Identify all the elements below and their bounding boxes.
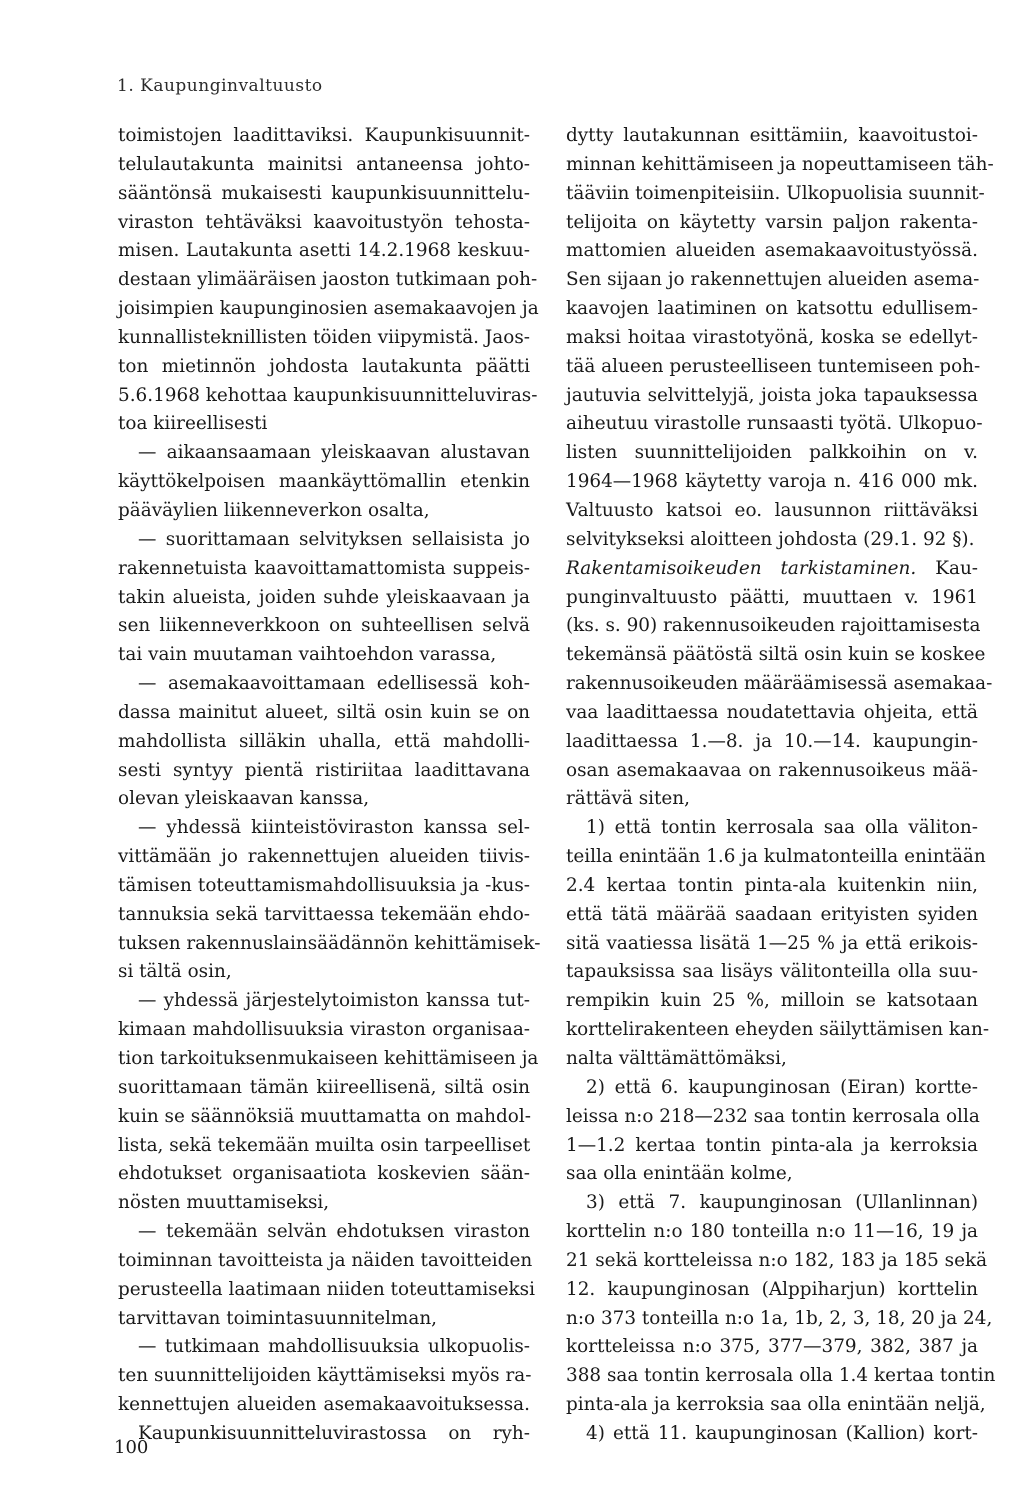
left-column-text-line: tion tarkoituksenmukaiseen kehittämiseen ja: [118, 1048, 539, 1069]
right-column-text-line: korttelirakenteen eheyden säilyttämisen kan-: [566, 1019, 990, 1041]
right-column-text-line: Rakentamisoikeuden tarkistaminen. Kau-: [566, 557, 979, 579]
right-column-text-line: selvitykseksi aloitteen johdosta (29.1. 92 §).: [566, 528, 975, 550]
left-column-text-line: suorittamaan tämän kiireellisenä, siltä osin: [118, 1076, 530, 1098]
right-column-text-line: rempikin kuin 25 %, milloin se katsotaan: [566, 990, 978, 1012]
right-column-text-line: laadittaessa 1.—8. ja 10.—14. kaupungin-: [566, 730, 978, 752]
left-column-text-line: toa kiireellisesti: [118, 413, 268, 435]
left-column-text-line: pääväylien liikenneverkon osalta,: [118, 499, 430, 521]
right-column-text-line: pinta-ala ja kerroksia saa olla enintään neljä,: [566, 1394, 986, 1416]
right-column-text-line: listen suunnittelijoiden palkkoihin on v.: [566, 442, 978, 464]
left-column-text-line: olevan yleiskaavan kanssa,: [118, 788, 370, 810]
right-column-text-line: n:o 373 tonteilla n:o 1a, 1b, 2, 3, 18, 20 ja 24,: [566, 1307, 993, 1329]
right-column-text-line: sitä vaatiessa lisätä 1—25 % ja että erikois-: [566, 932, 978, 954]
left-column-text-line: sesti syntyy pientä ristiriitaa laadittavana: [118, 759, 530, 781]
left-column-text-line: lista, sekä tekemään muilta osin tarpeelliset: [118, 1134, 531, 1156]
right-column-text-line: teilla enintään 1.6 ja kulmatonteilla enintään: [566, 846, 986, 868]
right-column: [566, 122, 996, 1449]
right-column-text-line: 1—1.2 kertaa tontin pinta-ala ja kerroksia: [566, 1134, 978, 1156]
left-column-text-line: — yhdessä kiinteistöviraston kanssa sel-: [138, 817, 530, 839]
left-column-text-line: tarvittavan toimintasuunnitelman,: [118, 1307, 438, 1329]
left-column-text-line: ten suunnittelijoiden käyttämiseksi myös ra-: [118, 1365, 532, 1387]
left-column-text-line: — aikaansaamaan yleiskaavan alustavan: [138, 442, 530, 464]
left-column-text-line: käyttökelpoisen maankäyttömallin etenkin: [118, 471, 530, 493]
right-column-text-line: 2.4 kertaa tontin pinta-ala kuitenkin niin,: [566, 874, 978, 896]
right-column-text-line: osan asemakaavaa on rakennusoikeus mää-: [566, 759, 978, 781]
left-column-text-line: tuksen rakennuslainsäädännön kehittämisek-: [118, 932, 541, 954]
right-column-text-line: tekemänsä päätöstä siltä osin kuin se koskee: [566, 644, 986, 666]
right-column-text-line: jautuvia selvittelyjä, joista joka tapauksessa: [566, 384, 978, 406]
right-column-text-line: telijoita on käytetty varsin paljon rakenta-: [566, 211, 978, 233]
left-column-text-line: sen liikenneverkkoon on suhteellisen selvä: [118, 615, 530, 637]
right-column-text-line: punginvaltuusto päätti, muuttaen v. 1961: [566, 586, 978, 608]
left-column-text-line: ehdotukset organisaatiota koskevien sään-: [118, 1163, 530, 1185]
right-column-text-line: kortteleissa n:o 375, 377—379, 382, 387 ja: [566, 1336, 978, 1358]
right-column-text-line: vaa laadittaessa noudatettavia ohjeita, että: [566, 701, 978, 723]
left-column-text-line: toiminnan tavoitteista ja näiden tavoitteiden: [118, 1249, 533, 1271]
left-column-text-line: rakennetuista kaavoittamattomista suppeis-: [118, 557, 530, 579]
left-column-text-line: viraston tehtäväksi kaavoitustyön tehosta-: [118, 211, 530, 233]
left-column-text-line: nösten muuttamiseksi,: [118, 1192, 330, 1214]
left-column-text-line: — yhdessä järjestelytoimiston kanssa tut-: [138, 990, 530, 1012]
right-column-text-line: 3) että 7. kaupunginosan (Ullanlinnan): [586, 1192, 978, 1214]
right-column-text-line: 388 saa tontin kerrosala olla 1.4 kertaa tontin: [566, 1365, 996, 1387]
left-column-text-line: perusteella laatimaan niiden toteuttamiseksi: [118, 1278, 535, 1300]
right-column-text-line: maksi hoitaa virastotyönä, koska se edellyt-: [566, 326, 978, 348]
left-column: [118, 122, 541, 1449]
right-column-text-line: saa olla enintään kolme,: [566, 1163, 793, 1185]
right-column-text-line: Sen sijaan jo rakennettujen alueiden asema-: [566, 269, 980, 291]
left-column-text-line: kimaan mahdollisuuksia viraston organisaa-: [118, 1019, 530, 1041]
left-column-text-line: telulautakunta mainitsi antaneensa johto-: [118, 153, 530, 175]
section-heading: Rakentamisoikeuden tarkistaminen.: [566, 557, 917, 579]
right-column-text-line: (ks. s. 90) rakennusoikeuden rajoittamisesta: [566, 615, 981, 637]
running-head: 1. Kaupunginvaltuusto: [117, 76, 323, 96]
left-column-text-line: — suorittamaan selvityksen sellaisista jo: [138, 528, 530, 550]
right-column-text-line: 4) että 11. kaupunginosan (Kallion) kort-: [586, 1422, 978, 1444]
right-column-text-line: nalta välttämättömäksi,: [566, 1048, 787, 1069]
left-column-text-line: dassa mainitut alueet, siltä osin kuin se on: [118, 701, 530, 723]
right-column-text-line: mattomien alueiden asemakaavoitustyössä.: [566, 240, 978, 262]
right-column-text-line: leissa n:o 218—232 saa tontin kerrosala olla: [566, 1105, 980, 1127]
left-column-text-line: Kaupunkisuunnitteluvirastossa on ryh-: [138, 1422, 530, 1444]
right-column-text-line: 21 sekä kortteleissa n:o 182, 183 ja 185 sekä: [566, 1249, 988, 1271]
left-column-text-line: sääntönsä mukaisesti kaupunkisuunnittelu-: [118, 182, 530, 204]
right-column-text-line: tääviin toimenpiteisiin. Ulkopuolisia suunnit-: [566, 182, 985, 204]
right-column-text-line: aiheutuu virastolle runsaasti työtä. Ulkopuo-: [566, 413, 983, 435]
right-column-text-line: että tätä määrää saadaan erityisten syiden: [566, 903, 978, 925]
right-column-text-line: tää alueen perusteelliseen tuntemiseen poh-: [566, 355, 981, 377]
left-column-text-line: si tältä osin,: [118, 961, 232, 983]
right-column-text-line: kaavojen laatiminen on katsottu edullisem-: [566, 298, 978, 320]
left-column-text-line: kunnallisteknillisten töiden viipymistä. Jaos-: [118, 326, 530, 348]
right-column-text-line: 2) että 6. kaupunginosan (Eiran) kortte-: [586, 1076, 978, 1098]
left-column-text-line: misen. Lautakunta asetti 14.2.1968 keskuu-: [118, 240, 530, 262]
left-column-text-line: joisimpien kaupunginosien asemakaavojen ja: [118, 298, 539, 320]
left-column-text-line: takin alueista, joiden suhde yleiskaavaan ja: [118, 586, 530, 608]
left-column-text-line: tai vain muutaman vaihtoehdon varassa,: [118, 644, 497, 666]
left-column-text-line: mahdollista silläkin uhalla, että mahdolli-: [118, 730, 530, 752]
left-column-text-line: ton mietinnön johdosta lautakunta päätti: [118, 355, 530, 377]
right-column-text-line: minnan kehittämiseen ja nopeuttamiseen täh-: [566, 153, 994, 175]
left-column-text-line: kennettujen alueiden asemakaavoituksessa.: [118, 1394, 530, 1416]
left-column-text-line: tämisen toteuttamismahdollisuuksia ja -kus-: [118, 874, 530, 896]
left-column-text-line: — tutkimaan mahdollisuuksia ulkopuolis-: [138, 1336, 530, 1358]
right-column-text-line: Valtuusto katsoi eo. lausunnon riittäväksi: [566, 499, 978, 521]
left-column-text-line: destaan ylimääräisen jaoston tutkimaan poh-: [118, 269, 538, 291]
left-column-text-line: 5.6.1968 kehottaa kaupunkisuunnitteluviras-: [118, 384, 538, 406]
right-column-text-line: dytty lautakunnan esittämiin, kaavoitustoi-: [566, 125, 978, 146]
right-column-text-line: korttelin n:o 180 tonteilla n:o 11—16, 19 ja: [566, 1221, 978, 1243]
right-column-text-line: rakennusoikeuden määräämisessä asemakaa-: [566, 673, 993, 695]
right-column-text-line: tapauksissa saa lisäys välitonteilla olla suu-: [566, 961, 978, 983]
left-column-text-line: kuin se säännöksiä muuttamatta on mahdol-: [118, 1105, 531, 1127]
right-column-text-line: rättävä siten,: [566, 788, 690, 810]
page-number: 100: [114, 1437, 149, 1458]
left-column-text-line: vittämään jo rakennettujen alueiden tiivis-: [118, 846, 530, 868]
right-column-text-line: 1964—1968 käytetty varoja n. 416 000 mk.: [566, 471, 978, 493]
right-column-text-line: 1) että tontin kerrosala saa olla väliton-: [586, 817, 978, 839]
right-column-text-line: 12. kaupunginosan (Alppiharjun) korttelin: [566, 1278, 978, 1300]
left-column-text-line: — tekemään selvän ehdotuksen viraston: [138, 1221, 530, 1243]
left-column-text-line: toimistojen laadittaviksi. Kaupunkisuunnit-: [118, 125, 530, 146]
left-column-text-line: tannuksia sekä tarvittaessa tekemään ehdo-: [118, 903, 530, 925]
left-column-text-line: — asemakaavoittamaan edellisessä koh-: [138, 673, 530, 695]
